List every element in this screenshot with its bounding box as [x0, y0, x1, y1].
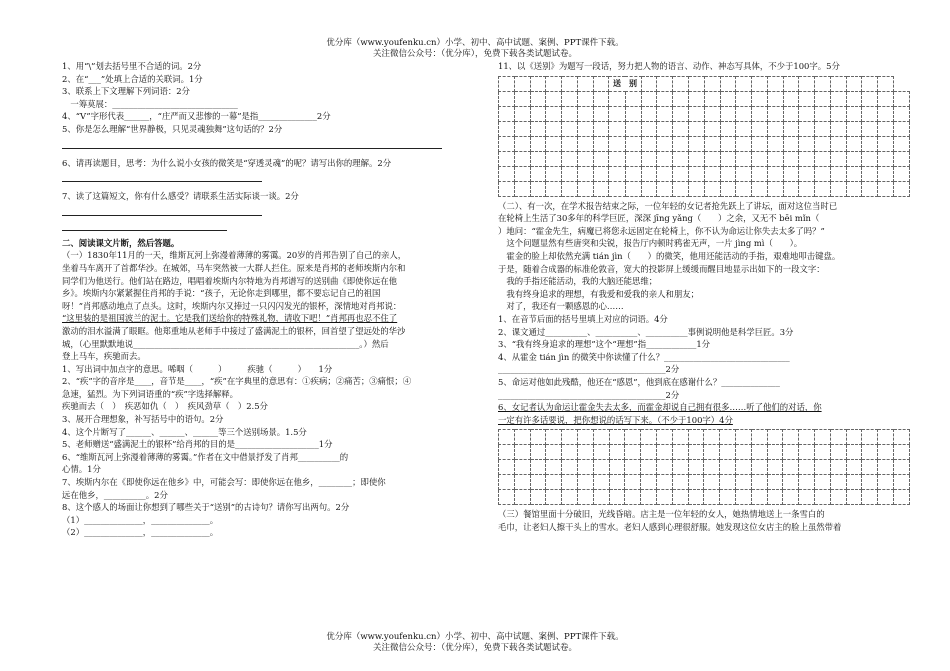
question-line: 远在他乡，__________。2分: [62, 489, 168, 500]
grid-row: [499, 136, 910, 151]
passage-line: 同学们为他送行。他们站在路边，唱唱着埃斯内尔特地为肖邦谱写的送别曲《即使你远在他: [62, 275, 397, 286]
question-line: 5、老师赠送“盛满泥土的银杯”给肖邦的目的是____________________1分: [62, 439, 333, 450]
left-column: [62, 60, 472, 539]
grid-row: [499, 181, 910, 196]
passage-line: 坐着马车离开了首都华沙。在城郊，马车突然被一大群人拦住。原来是肖邦的老师埃斯内尔和: [62, 262, 406, 273]
question-line: ________________________________________2分: [498, 364, 680, 375]
passage-line: 在轮椅上生活了30多年的科学巨匠，深深 jīng yǎng（ ）之余，又无不 bēi mǐn（: [498, 213, 820, 224]
question-line: 急速，猛烈。为下列词语重的“疾”字选择解释。: [62, 388, 239, 399]
question-line: 1、用“\”划去括号里不合适的词。2分: [62, 61, 202, 71]
passage-line: 我有终身追求的理想，有我爱和爱我的亲人和朋友；: [498, 288, 699, 299]
passage-line: 乡》。埃斯内尔紧紧握住肖邦的手说：“孩子，无论你走到哪里，都不要忘记自己的祖国: [62, 288, 381, 299]
question-line: 5、你是怎么理解“世界静极，只见灵魂独舞”这句话的？2分: [62, 123, 283, 134]
question-line: 心情。1分: [62, 464, 101, 475]
page-header: [0, 38, 950, 60]
question-line: 7、埃斯内尔在《即使你远在他乡》中，可能会写：即使你远在他乡，________；即使你: [62, 477, 386, 488]
question-line: 6、请再读题目，思考：为什么说小女孩的微笑是“穿透灵魂”的呢？请写出你的理解。2分: [62, 157, 392, 168]
footer-line-1: 优分库（www.youfenku.cn）小学、初中、高中试题、案例、PPT课件下载。: [326, 632, 624, 642]
question-line: 一筹莫展：______________________________: [62, 98, 238, 109]
question-line: 3、展开合理想象，补写括号中的语句。2分: [62, 414, 224, 425]
header-line-2: 关注微信公众号：（优分库），免费下载各类试题试卷。: [372, 49, 577, 59]
page-footer: [0, 632, 950, 654]
grid-row: [499, 121, 910, 136]
question-line: 11、以《送别》为题写一段话，努力把人物的语言、动作、神态写具体，不少于100字。5分: [498, 61, 840, 71]
question-line: 7、读了这篇短文，你有什么感受？请联系生活实际谈一谈。2分: [62, 191, 299, 202]
answer-line[interactable]: [62, 136, 442, 149]
passage-line: （三）餐馆里面十分破旧，光线昏暗。店主是一位年轻的女人，她热情地送上一条雪白的: [498, 509, 825, 520]
grid-row: [499, 76, 910, 91]
question-line: ________________________________________2分: [498, 389, 680, 400]
question-line: 5、命运对他如此残酷，他还在“感恩”，他到底在感谢什么？______________: [498, 376, 780, 387]
answer-line[interactable]: [62, 203, 262, 216]
question-line: （2）______________，______________。: [62, 527, 219, 538]
grid-row: [499, 166, 910, 181]
question-line: 6、“维斯瓦河上弥漫着薄薄的雾霭。”作者在文中借景抒发了肖邦__________的: [62, 451, 349, 462]
grid-row: [499, 91, 910, 106]
passage-line: “这里装的是祖国波兰的泥土。它是我们送给你的特殊礼物，请收下吧！”肖邦再也忍不住了: [62, 313, 398, 324]
passage-line: 登上马车，疾驰而去。: [62, 351, 146, 362]
passage-line: 激动的泪水溢满了眼眶。他郑重地从老师手中接过了盛满泥土的银杯，回首望了望远处的华沙: [62, 325, 406, 336]
question-line: 2、课文通过__________、__________、__________事例说明他是科学巨匠。3分: [498, 326, 794, 337]
question-line: 3、联系上下文理解下列词语：2分: [62, 86, 190, 97]
passage-line: 呀！”肖邦感动地点了点头。这时，埃斯内尔又捧过一只闪闪发光的银杯，深情地对肖邦说：: [62, 300, 402, 311]
passage-line: （一）1830年11月的一天，维斯瓦河上弥漫着薄薄的雾霭。20岁的肖邦告别了自己的亲人，: [62, 250, 407, 261]
passage-line: 这个问题显然有些唐突和尖锐，报告厅内顿时鸦雀无声，一片 jìng mì（ ）。: [498, 238, 803, 249]
question-line: 6、女记者认为命运让霍金失去太多，而霍金却说自己拥有很多……听了他们的对话，你: [498, 402, 822, 413]
question-line: 1、写出词中加点字的意思。唏咽（ ） 疾驰（ ） 1分: [62, 363, 333, 374]
question-line: 3、“我有终身追求的理想”这个“理想”指____________1分: [498, 339, 711, 350]
grid-title: 送 别: [609, 76, 641, 91]
answer-line[interactable]: [62, 169, 262, 182]
grid-row: [499, 460, 910, 475]
question-line: 1、在音节后面的括号里填上对应的词语。4分: [498, 313, 668, 324]
grid-row: [499, 475, 910, 490]
question-line: 2、在“___”处填上合适的关联词。1分: [62, 73, 203, 84]
question-line: 8、这个感人的场面让你想到了哪些关于“送别”的古诗句？请你写出两句。2分: [62, 502, 350, 513]
passage-line: 毛巾，让老妇人擦干头上的雪水。老妇人感到心理很舒服。她发现这位女店主的脸上虽然带着: [498, 521, 842, 532]
question-line: 一定有许多话要说，把你想说的话写下来。（不少于100字）4分: [498, 414, 733, 425]
header-line-1: 优分库（www.youfenku.cn）小学、初中、高中试题、案例、PPT课件下载。: [326, 38, 624, 48]
question-line: 4、从霍金 tián jìn 的微笑中你读懂了什么？______________________________: [498, 351, 790, 362]
answer-line[interactable]: [62, 218, 227, 231]
question-line: 2、“疾”字的音序是____，音节是____，“疾”在字典里的意思有：①疾病；②痛苦；③痛恨；④: [62, 376, 412, 387]
question-line: 4、“V”字形代表______，“庄严而又悲惨的一幕”是指______________2分: [62, 111, 331, 122]
right-column: [498, 60, 910, 533]
grid-row: [499, 490, 910, 505]
grid-row: [499, 445, 910, 460]
passage-line: 于是，随着合成器的标准伦敦音，宽大的投影屏上缓缓而醒目地显示出如下的一段文字：: [498, 263, 825, 274]
question-line: 4、这个片断写了______、______、______等三个送别场景。1.5分: [62, 426, 307, 437]
grid-row: [499, 430, 910, 445]
passage-line: ）地问：“霍金先生，病魔已将您永远固定在轮椅上，你不认为命运让你失去太多了吗？”: [498, 225, 825, 236]
footer-line-2: 关注微信公众号：（优分库），免费下载各类试题试卷。: [372, 643, 577, 653]
section-title: 二、阅读课文片断，然后答题。: [62, 237, 180, 248]
passage-line: （二）、有一次，在学术报告结束之际，一位年轻的女记者抢先跃上了讲坛，面对这位当时已: [498, 200, 838, 211]
passage-line: 霍金的脸上却依然充满 tián jìn（ ）的微笑，他用还能活动的手指，艰难地叩击键盘。: [498, 250, 841, 261]
question-line: （1）______________，______________。: [62, 514, 219, 525]
writing-grid-2[interactable]: [498, 429, 910, 505]
question-line: 疾驰而去（ ） 疾恶如仇（ ） 疾风劲草（ ）2.5分: [62, 401, 268, 412]
passage-line: 对了，我还有一颗感恩的心……: [498, 301, 624, 312]
grid-row: [499, 151, 910, 166]
grid-row: [499, 106, 910, 121]
writing-grid-1[interactable]: [498, 76, 910, 197]
passage-line: 城，（心里默默地说______________________________________________________。）然后: [62, 338, 389, 349]
passage-line: 我的手指还能活动，我的大脑还能思维；: [498, 276, 658, 287]
